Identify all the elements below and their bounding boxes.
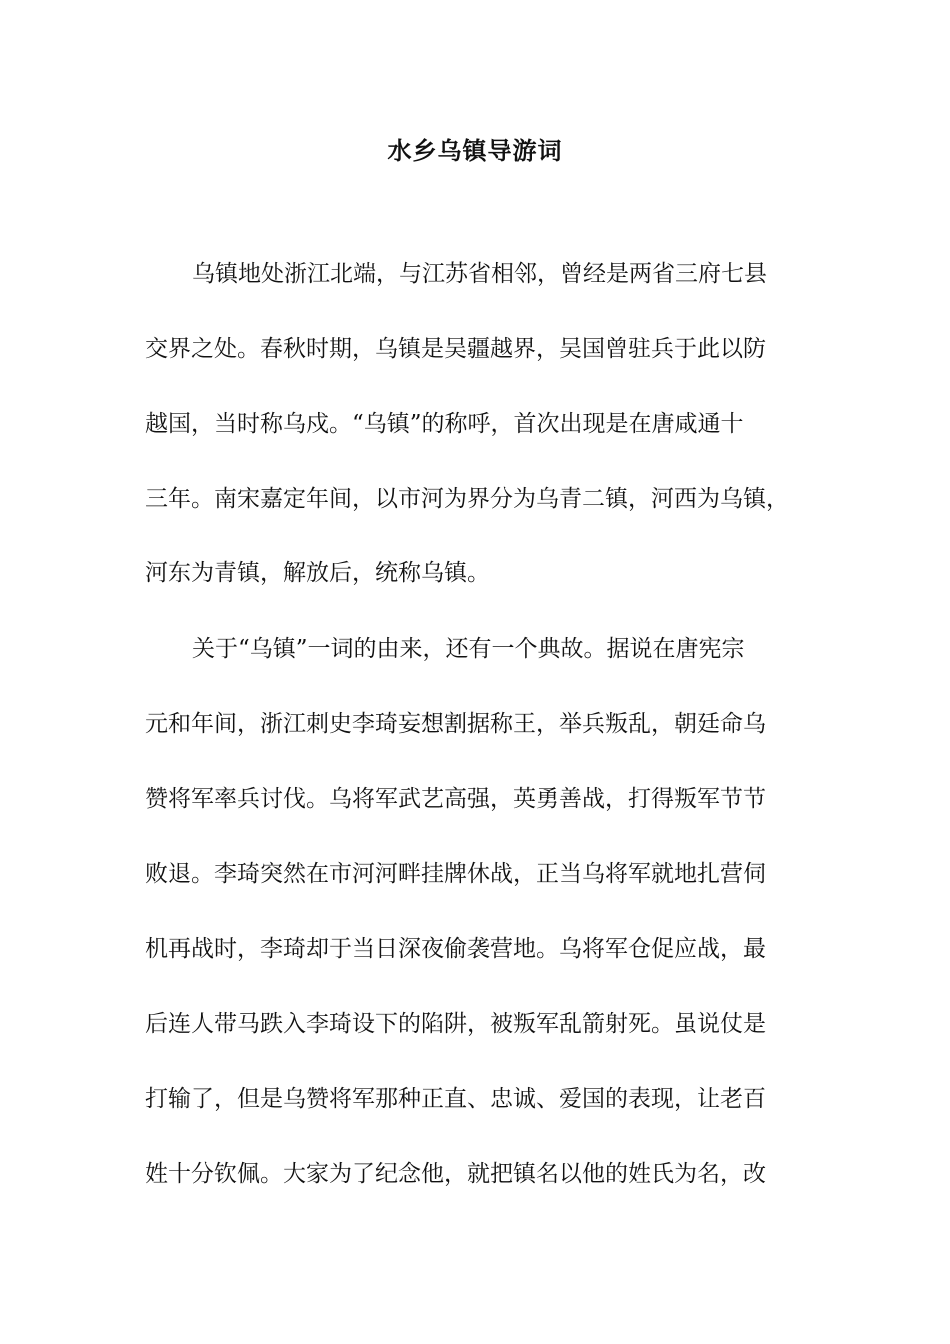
paragraph-line: 赞将军率兵讨伐。乌将军武艺高强，英勇善战，打得叛军节节 xyxy=(145,786,766,812)
paragraph-line: 越国，当时称乌戍。“乌镇”的称呼，首次出现是在唐咸通十 xyxy=(145,411,744,437)
paragraph-line: 乌镇地处浙江北端，与江苏省相邻，曾经是两省三府七县 xyxy=(192,261,767,287)
paragraph-line: 打输了，但是乌赞将军那种正直、忠诚、爱国的表现，让老百 xyxy=(145,1086,766,1112)
paragraph-line: 元和年间，浙江刺史李琦妄想割据称王，举兵叛乱，朝廷命乌 xyxy=(145,711,766,737)
paragraph-line: 关于“乌镇”一词的由来，还有一个典故。据说在唐宪宗 xyxy=(192,636,745,662)
paragraph-line: 河东为青镇，解放后，统称乌镇。 xyxy=(145,560,490,586)
document-title: 水乡乌镇导游词 xyxy=(387,136,563,165)
paragraph-line: 三年。南宋嘉定年间，以市河为界分为乌青二镇，河西为乌镇， xyxy=(145,486,789,512)
paragraph-line: 败退。李琦突然在市河河畔挂牌休战，正当乌将军就地扎营伺 xyxy=(145,861,766,887)
paragraph-line: 交界之处。春秋时期，乌镇是吴疆越界，吴国曾驻兵于此以防 xyxy=(145,336,766,362)
paragraph-line: 姓十分钦佩。大家为了纪念他，就把镇名以他的姓氏为名，改 xyxy=(145,1161,766,1187)
paragraph-line: 后连人带马跌入李琦设下的陷阱，被叛军乱箭射死。虽说仗是 xyxy=(145,1011,766,1037)
paragraph-line: 机再战时，李琦却于当日深夜偷袭营地。乌将军仓促应战，最 xyxy=(145,936,766,962)
